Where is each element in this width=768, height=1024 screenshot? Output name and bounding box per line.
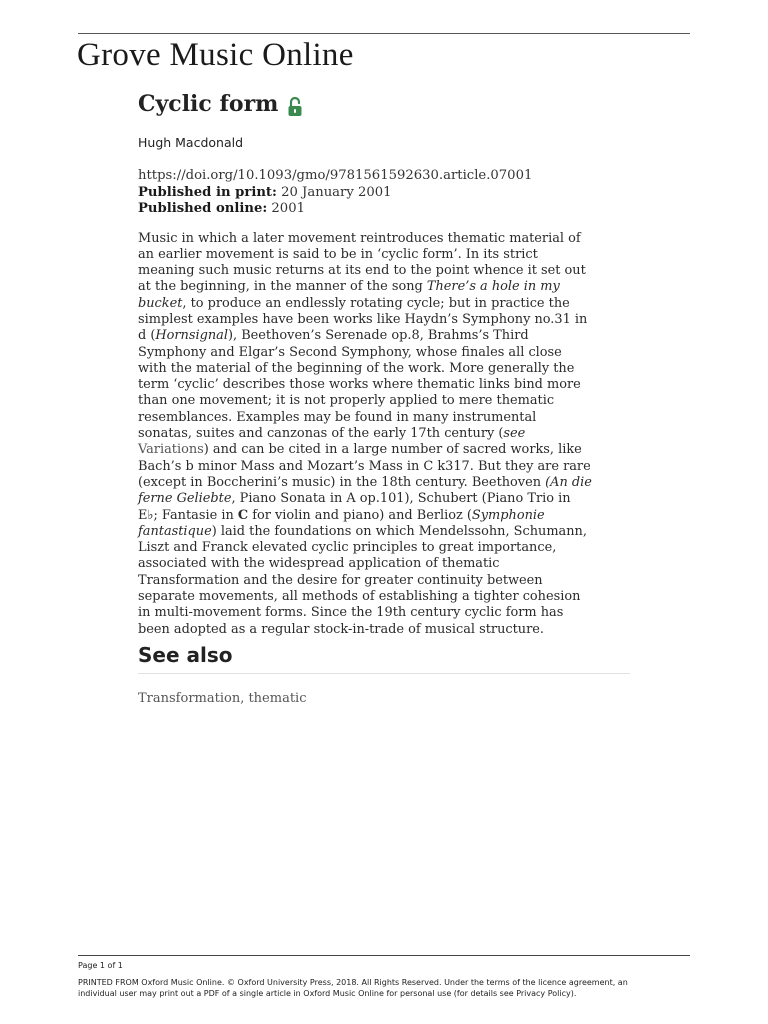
key-bold: C (237, 507, 249, 523)
article (138, 86, 630, 708)
body-line (138, 524, 630, 540)
body-line: in multi-movement forms. Since the 19th century cyclic form has (138, 605, 564, 621)
body-text-span: ) laid the foundations on which Mendelssohn, Schumann, (211, 523, 587, 539)
published-online-row (138, 201, 630, 218)
body-line: with the material of the beginning of the work. More generally the (138, 360, 575, 376)
body-line: Symphony and Elgar’s Second Symphony, whose finales all close (138, 344, 562, 360)
body-text-span: ), Beethoven’s Serenade op.8, Brahms’s Third (227, 328, 529, 344)
body-text-span: ) and can be cited in a large number of sacred works, like (203, 442, 582, 458)
body-text-span: E♭; Fantasie in (138, 507, 238, 523)
see-also-section (138, 640, 630, 708)
doi-link[interactable]: https://doi.org/10.1093/gmo/9781561592630.article.07001 (138, 168, 533, 183)
work-title-italic: Hornsignal (155, 328, 228, 344)
body-line (138, 328, 630, 344)
work-title-italic: Symphonie (471, 507, 545, 523)
song-title-italic: There’s a hole in my (426, 279, 560, 295)
body-line (138, 475, 630, 491)
song-title-italic: bucket (138, 295, 183, 311)
published-print-label: Published in print: (138, 184, 277, 200)
article-body (138, 231, 630, 638)
body-line: resemblances. Examples may be found in many instrumental (138, 409, 537, 425)
body-line: simplest examples have been works like Haydn’s Symphony no.31 in (138, 311, 588, 327)
body-line (138, 491, 630, 507)
body-line (138, 442, 630, 458)
see-also-link-transformation[interactable]: Transformation, thematic (138, 690, 307, 706)
body-line: separate movements, all methods of establishing a tighter cohesion (138, 589, 581, 605)
article-title: Cyclic form (138, 91, 279, 117)
top-divider (78, 33, 690, 34)
body-line: associated with the widespread application of thematic (138, 556, 500, 572)
body-line (138, 426, 630, 442)
footer-line: PRINTED FROM Oxford Music Online. © Oxford University Press, 2018. All Rights Reserved. Under the terms of the licence agreement, an (78, 978, 628, 987)
footer-divider (78, 955, 690, 956)
body-line (138, 508, 630, 524)
body-line (138, 279, 630, 295)
body-text-span: sonatas, suites and canzonas of the early 17th century ( (138, 426, 504, 442)
published-online-value: 2001 (271, 201, 305, 216)
see-italic: see (503, 426, 526, 442)
body-text-span: at the beginning, in the manner of the song (138, 279, 427, 295)
footer-copyright (78, 977, 690, 999)
body-text-span: (except in Boccherini’s music) in the 18th century. Beethoven (138, 474, 546, 490)
published-print-row (138, 185, 630, 202)
body-line: Bach’s b minor Mass and Mozart’s Mass in C k317. But they are rare (138, 458, 591, 474)
body-line: Liszt and Franck elevated cyclic principles to great importance, (138, 540, 557, 556)
footer-line: individual user may print out a PDF of a single article in Oxford Music Online for personal use (for details see Privacy Policy). (78, 989, 577, 998)
body-line (138, 296, 630, 312)
body-text-span: for violin and piano) and Berlioz ( (248, 507, 472, 523)
published-online-label: Published online: (138, 201, 268, 216)
work-title-italic: (An die (545, 474, 592, 490)
citation-meta (138, 168, 630, 218)
body-line: term ‘cyclic’ describes those works where thematic links bind more (138, 377, 581, 393)
body-line: meaning such music returns at its end to the point whence it set out (138, 263, 586, 279)
see-also-heading: See also (138, 642, 233, 667)
body-line: an earlier movement is said to be in ‘cyclic form’. In its strict (138, 246, 538, 262)
body-text-span: , to produce an endlessly rotating cycle; but in practice the (182, 295, 570, 311)
see-also-divider (138, 673, 630, 674)
body-text-span: d ( (138, 328, 156, 344)
work-title-italic: ferne Geliebte (138, 491, 232, 507)
article-title-row (138, 86, 630, 122)
published-print-value: 20 January 2001 (281, 184, 392, 200)
body-line: been adopted as a regular stock-in-trade of musical structure. (138, 621, 544, 637)
author-name: Hugh Macdonald (138, 135, 244, 150)
site-title: Grove Music Online (77, 37, 354, 73)
unlocked-padlock-icon (287, 93, 303, 115)
body-line: Music in which a later movement reintroduces thematic material of (138, 230, 581, 246)
page-number: Page 1 of 1 (78, 961, 123, 970)
variations-link[interactable]: Variations (138, 442, 204, 458)
work-title-italic: fantastique (138, 523, 212, 539)
body-text-span: , Piano Sonata in A op.101), Schubert (Piano Trio in (231, 491, 571, 507)
body-line: Transformation and the desire for greater continuity between (138, 572, 543, 588)
body-line: than one movement; it is not properly applied to mere thematic (138, 393, 555, 409)
